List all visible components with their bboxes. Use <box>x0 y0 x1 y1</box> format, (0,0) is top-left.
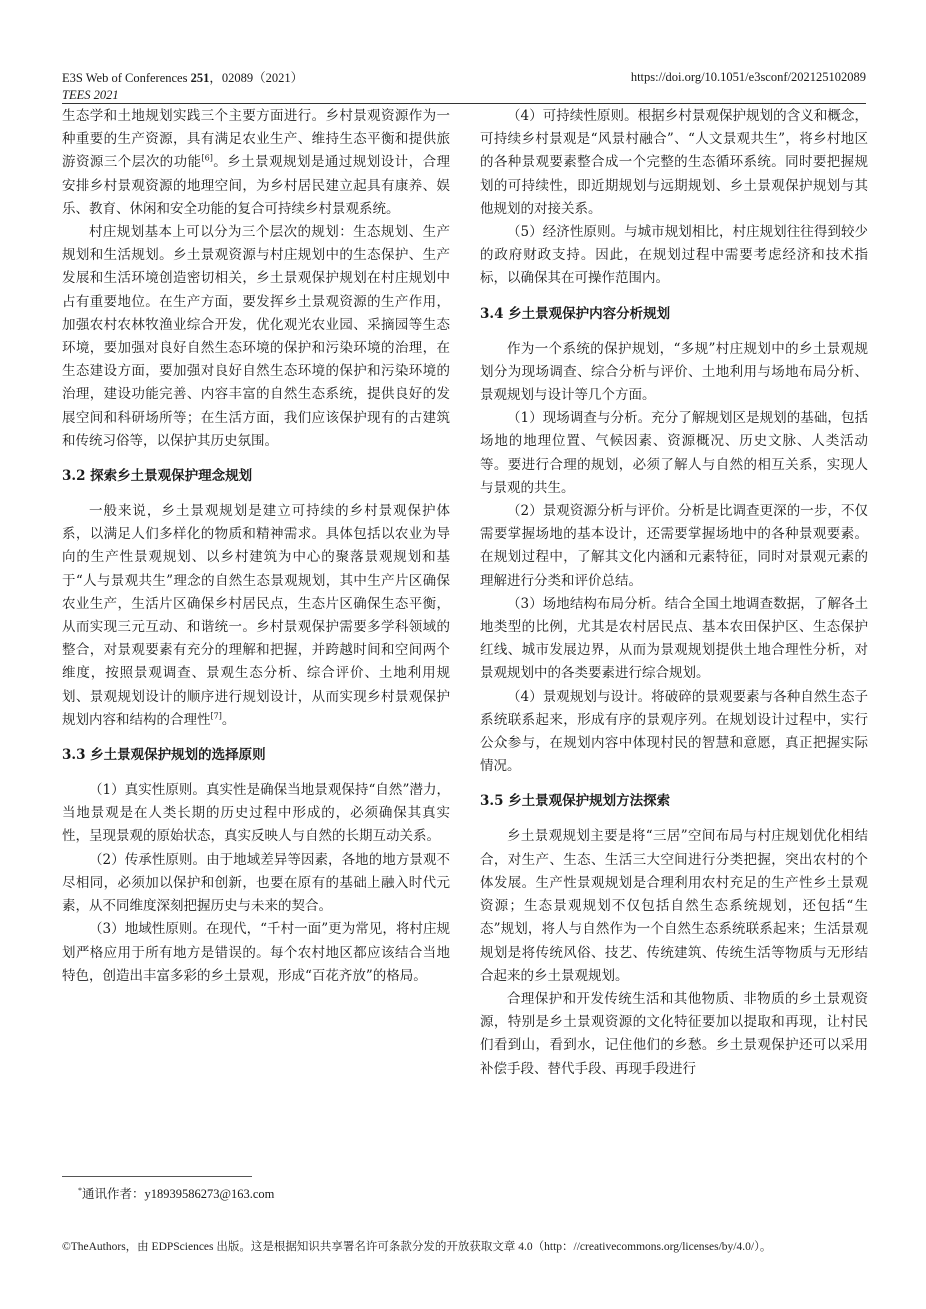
paragraph: 一般来说，乡土景观规划是建立可持续的乡村景观保护体系，以满足人们多样化的物质和精神需求。具体包括以农业为导向的生产性景观规划、以乡村建筑为中心的聚落景观规划和基于“人与景观共生”理念的自然生态景观规划，其中生产片区确保农业生产，生活片区确保乡村居民点，生态片区确保生态平衡，从而实现三元互动、和谐统一。乡村景观保护需要多学科领域的整合，对景观要素有充分的理解和把握，并跨越时间和空间两个维度，按照景观调查、景观生态分析、综合评价、土地利用规划、景观规划设计的顺序进行规划设计，从而实现乡村景观保护规划内容和结构的合理性[7]。 <box>62 503 450 728</box>
section-heading-3-2: 3.2 探索乡土景观保护理念规划 <box>62 468 253 485</box>
citation-ref[interactable]: [6] <box>201 153 213 163</box>
paragraph: 合理保护和开发传统生活和其他物质、非物质的乡土景观资源，特别是乡土景观资源的文化特征要加以提取和再现，让村民们看到山，看到水，记住他们的乡愁。乡土景观保护还可以采用补偿手段、替代手段、再现手段进行 <box>480 990 868 1077</box>
section-heading-3-3: 3.3 乡土景观保护规划的选择原则 <box>62 747 266 764</box>
paragraph: （4）景观规划与设计。将破碎的景观要素与各种自然生态子系统联系起来，形成有序的景观序列。在规划设计过程中，实行公众参与，在规划内容中体现村民的智慧和意愿，真正把握实际情况。 <box>480 688 868 775</box>
paragraph: 乡土景观规划主要是将“三居”空间布局与村庄规划优化相结合，对生产、生态、生活三大空间进行分类把握，突出农村的个体发展。生产性景观规划是合理利用农村充足的生产性乡土景观资源；生态景观规划不仅包括自然生态系统规划，还包括“生态”规划，将人与自然作为一个自然生态系统联系起来；生活景观规划是将传统风俗、技艺、传统建筑、传统生活等物质与无形结合起来的乡土景观规划。 <box>480 828 868 984</box>
paragraph: （3）地域性原则。在现代，“千村一面”更为常见，将村庄规划严格应用于所有地方是错误的。每个农村地区都应该结合当地特色，创造出丰富多彩的乡土景观，形成“百花齐放”的格局。 <box>62 921 450 984</box>
footnote-text: 通讯作者：y18939586273@163.com <box>82 1187 275 1201</box>
volume-number: 251 <box>190 71 210 85</box>
paragraph: （5）经济性原则。与城市规划相比，村庄规划往往得到较少的政府财政支持。因此，在规划过程中需要考虑经济和技术指标，以确保其在可操作范围内。 <box>480 224 868 287</box>
paragraph: 作为一个系统的保护规划，“多规”村庄规划中的乡土景观规划分为现场调查、综合分析与评价、土地利用与场地布局分析、景观规划与设计等几个方面。 <box>480 340 868 404</box>
paragraph: （1）真实性原则。真实性是确保当地景观保持“自然”潜力，当地景观是在人类长期的历史过程中形成的，必须确保其真实性，呈现景观的原始状态，真实反映人与自然的长期互动关系。 <box>62 782 450 845</box>
header-divider <box>62 103 866 104</box>
journal-citation: E3S Web of Conferences 251，02089（2021） <box>62 71 304 85</box>
paragraph: （3）场地结构布局分析。结合全国土地调查数据，了解各土地类型的比例，尤其是农村居民点、基本农田保护区、生态保护红线、城市发展边界，从而为景观规划提供土地合理性分析，对景观规划中的各类要素进行综合规划。 <box>480 595 868 682</box>
copyright-notice: ©TheAuthors，由 EDPSciences 出版。这是根据知识共享署名许可条款分发的开放获取文章 4.0（http：//creativecommons.org/licenses/by/4.0/）。 <box>62 1241 772 1253</box>
section-heading-3-5: 3.5 乡土景观保护规划方法探索 <box>480 793 671 810</box>
left-column <box>62 105 450 988</box>
right-column <box>480 105 868 1081</box>
doi-link[interactable]: https://doi.org/10.1051/e3sconf/202125102089 <box>630 70 866 84</box>
paragraph: 村庄规划基本上可以分为三个层次的规划：生态规划、生产规划和生活规划。乡土景观资源与村庄规划中的生态保护、生产发展和生活环境创造密切相关，乡土景观保护规划在村庄规划中占有重要地位。在生产方面，要发挥乡土景观资源的生产作用，加强农村农林牧渔业综合开发，优化观光农业园、采摘园等生态环境，要加强对良好自然生态环境的保护和污染环境的治理，在生态建设方面，要加强对良好自然生态环境的保护和污染环境的治理，建设功能完善、内容丰富的自然生态系统，提供良好的发展空间和科研场所等；在生活方面，我们应该保护现有的古建筑和传统习俗等，以保护其历史氛围。 <box>62 224 450 449</box>
paragraph: （4）可持续性原则。根据乡村景观保护规划的含义和概念，可持续乡村景观是“风景村融合”、“人文景观共生”，将乡村地区的各种景观要素整合成一个完整的生态循环系统。同时要把握规划的可持续性，即近期规划与远期规划、乡土景观保护规划与其他规划的对接关系。 <box>480 108 868 217</box>
footnote-mark: * <box>78 1185 82 1195</box>
footnote-divider <box>62 1176 252 1177</box>
paragraph: （2）传承性原则。由于地域差异等因素，各地的地方景观不尽相同，必须加以保护和创新，也要在原有的基础上融入时代元素，从不同维度深刻把握历史与未来的契合。 <box>62 851 450 915</box>
paragraph: （1）现场调查与分析。充分了解规划区是规划的基础，包括场地的地理位置、气候因素、资源概况、历史文脉、人类活动等。要进行合理的规划，必须了解人与自然的相互关系，实现人与景观的共生。 <box>480 410 868 496</box>
running-header <box>62 70 303 104</box>
citation-ref[interactable]: [7] <box>210 711 222 721</box>
paragraph: 生态学和土地规划实践三个主要方面进行。乡村景观资源作为一种重要的生产资源，具有满足农业生产、维持生态平衡和提供旅游资源三个层次的功能[6]。乡土景观规划是通过规划设计，合理安排乡村景观资源的地理空间，为乡村居民建立起具有康养、娱乐、教育、休闲和安全功能的复合可持续乡村景观系统。 <box>62 108 451 217</box>
paragraph: （2）景观资源分析与评价。分析是比调查更深的一步，不仅需要掌握场地的基本设计，还需要掌握场地中的各种景观要素。在规划过程中，了解其文化内涵和元素特征，同时对景观元素的理解进行分类和评价总结。 <box>480 503 868 589</box>
conference-subtitle: TEES 2021 <box>62 88 119 102</box>
corresponding-author-footnote <box>78 1184 274 1202</box>
section-heading-3-4: 3.4 乡土景观保护内容分析规划 <box>480 305 671 322</box>
